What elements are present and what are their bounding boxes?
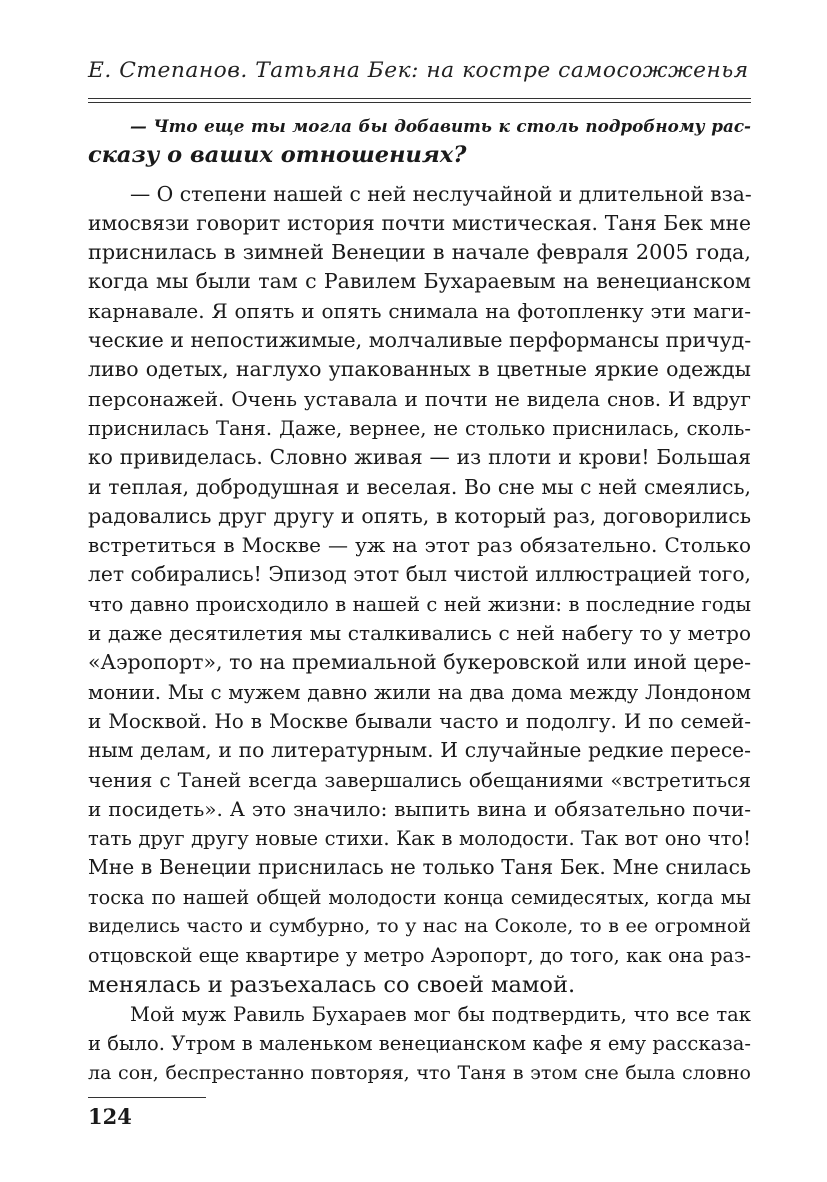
text-line: виделись часто и сумбурно, то у нас на Соколе, то в ее огромной xyxy=(88,915,751,938)
text-line: лет собирались! Эпизод этот был чистой иллюстрацией того, xyxy=(88,562,751,587)
text-line: тать друг другу новые стихи. Как в молодости. Так вот оно что! xyxy=(88,827,751,851)
text-line: ко привиделась. Словно живая — из плоти и крови! Большая xyxy=(88,445,751,470)
text-line: ла сон, беспрестанно повторяя, что Таня в этом сне была словно xyxy=(88,1061,751,1084)
text-line: чения с Таней всегда завершались обещаниями «встретиться xyxy=(88,767,751,792)
running-title: Е. Степанов. Татьяна Бек: на костре самосожженья xyxy=(88,58,749,83)
paragraph-gap xyxy=(88,171,751,180)
text-line: монии. Мы с мужем давно жили на два дома между Лондоном xyxy=(88,680,751,704)
text-line: ным делам, и по литературным. И случайные редкие пересе- xyxy=(88,738,751,763)
text-line: «Аэропорт», то на премиальной букеровской или иной цере- xyxy=(88,650,751,675)
text-line: приснилась в зимней Венеции в начале февраля 2005 года, xyxy=(88,240,751,265)
text-line: приснилась Таня. Даже, вернее, не столько приснилась, сколь- xyxy=(88,416,751,440)
text-line: и было. Утром в маленьком венецианском кафе я ему рассказа- xyxy=(88,1032,751,1056)
text-line: что давно происходило в нашей с ней жизни: в последние годы xyxy=(88,592,751,616)
text-line: менялась и разъехалась со своей мамой. xyxy=(88,971,576,998)
page-body xyxy=(88,112,751,1088)
text-line: и теплая, добродушная и веселая. Во сне мы с ней смеялись, xyxy=(88,474,751,499)
text-line: и посидеть». А это значило: выпить вина и обязательно почи- xyxy=(88,796,751,821)
header-rule-top xyxy=(88,98,751,99)
page-number-rule xyxy=(88,1097,206,1098)
text-line: Мне в Венеции приснилась не только Таня Бек. Мне снилась xyxy=(88,855,751,880)
text-line: Мой муж Равиль Бухараев мог бы подтвердить, что все так xyxy=(130,1002,751,1026)
page-number: 124 xyxy=(88,1104,132,1129)
text-line: тоска по нашей общей молодости конца семидесятых, когда мы xyxy=(88,885,751,909)
text-line: персонажей. Очень уставала и почти не видела снов. И вдруг xyxy=(88,386,751,411)
text-line: имосвязи говорит история почти мистическая. Таня Бек мне xyxy=(88,210,751,235)
header-rule-bottom xyxy=(88,102,751,103)
text-line: ливо одетых, наглухо упакованных в цветные яркие одежды xyxy=(88,357,751,382)
text-line: встретиться в Москве — уж на этот раз обязательно. Столько xyxy=(88,533,751,558)
question-line: — Что еще ты могла бы добавить к столь подробному рас- xyxy=(130,116,751,136)
text-line: карнавале. Я опять и опять снимала на фотопленку эти маги- xyxy=(88,298,751,323)
text-line: отцовской еще квартире у метро Аэропорт, до того, как она раз- xyxy=(88,944,751,968)
question-line: сказу о ваших отношениях? xyxy=(88,142,467,169)
text-line: когда мы были там с Равилем Бухараевым на венецианском xyxy=(88,269,751,294)
text-line: — О степени нашей с ней неслучайной и длительной вза- xyxy=(130,181,752,206)
text-line: радовались друг другу и опять, в который раз, договорились xyxy=(88,503,751,528)
text-line: и даже десятилетия мы сталкивались с ней набегу то у метро xyxy=(88,621,751,646)
text-line: и Москвой. Но в Москве бывали часто и подолгу. И по семей- xyxy=(88,708,751,733)
text-line: ческие и непостижимые, молчаливые перформансы причуд- xyxy=(88,328,752,353)
